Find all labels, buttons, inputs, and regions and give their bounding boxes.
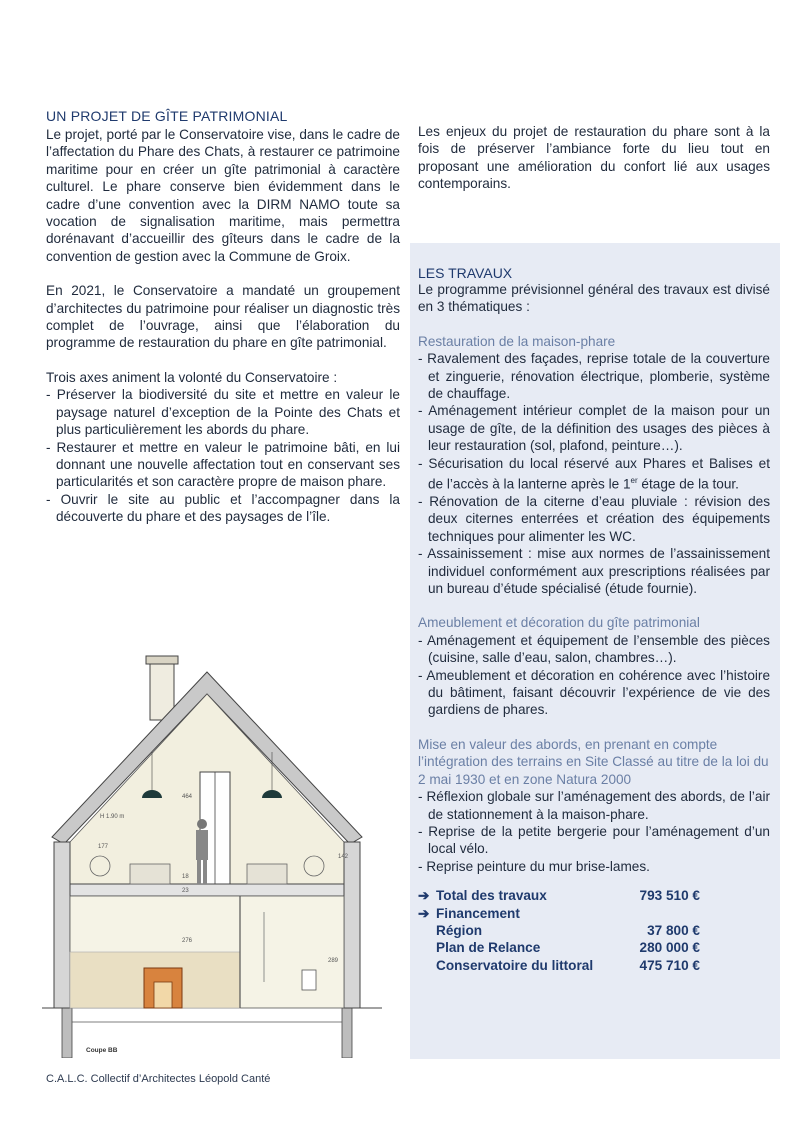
dimension-label: 18 [182, 874, 189, 880]
travaux-title: LES TRAVAUX [418, 265, 513, 281]
paragraph-2: En 2021, le Conservatoire a mandaté un groupement d’architectes du patrimoine pour réaliser un diagnostic très complet de l’ouvrage, ainsi que l’élaboration du programme de restauration du phare en gîte patrimonial. [46, 283, 400, 351]
funding-row [418, 922, 700, 939]
list-item: - Ouvrir le site au public et l’accompagner dans la découverte du phare et des paysages de l’île. [46, 491, 400, 526]
funding-label: Plan de Relance [436, 940, 541, 956]
funding-row [418, 957, 700, 974]
arrow-right-icon: ➔ [418, 888, 430, 904]
total-value: 793 510 € [639, 888, 700, 904]
intro-paragraph: Les enjeux du projet de restauration du phare sont à la fois de préserver l’ambiance forte du lieu tout en proposant une amélioration du confort lié aux usages contemporains. [418, 124, 770, 192]
height-label: H 1.90 m [100, 814, 125, 820]
list-item: - Réflexion globale sur l’aménagement des abords, de l’air de stationnement à la maison-phare. [418, 788, 770, 823]
list-item: - Ravalement des façades, reprise totale de la couverture et zinguerie, rénovation électrique, plomberie, système de chauffage. [418, 350, 770, 402]
funding-value: 37 800 € [647, 922, 700, 938]
list-item: - Rénovation de la citerne d’eau pluviale : révision des deux citernes enterrées et création des équipements techniques pour alimenter les WC. [418, 493, 770, 545]
budget-summary [418, 887, 770, 974]
axes-list [46, 386, 400, 525]
financement-label: Financement [436, 905, 520, 921]
dimension-label: 23 [182, 888, 189, 894]
arrow-right-icon: ➔ [418, 905, 430, 921]
dimension-label: 177 [98, 844, 109, 850]
list-item: - Reprise peinture du mur brise-lames. [418, 858, 770, 875]
list-item: - Reprise de la petite bergerie pour l’aménagement d’un local vélo. [418, 823, 770, 858]
paragraph-1: Le projet, porté par le Conservatoire vise, dans le cadre de l’affectation du Phare des Chats, à restaurer ce patrimoine maritime pour en créer un gîte patrimonial à caractère culturel. Le phare conserve bien évidemment dans le cadre d’une convention avec la DIRM NAMO toute sa vocation de signalisation maritime, mais permettra dorénavant d’accueillir des gîteurs dans le cadre de la convention de gestion avec la Commune de Groix. [46, 127, 400, 264]
list-item: - Préserver la biodiversité du site et mettre en valeur le paysage naturel d’exception de la Pointe des Chats et plus particulièrement les abords du phare. [46, 386, 400, 438]
funding-value: 475 710 € [639, 957, 700, 973]
list-item: - Ameublement et décoration en cohérence avec l’histoire du bâtiment, faisant découvrir l’expérience de vie des gardiens de phares. [418, 667, 770, 719]
dimension-label: 142 [338, 854, 349, 860]
section3-list [418, 788, 770, 875]
funding-value: 280 000 € [639, 940, 700, 956]
section2-title: Ameublement et décoration du gîte patrimonial [418, 615, 700, 631]
right-intro [418, 123, 770, 193]
left-column [46, 108, 400, 526]
paragraph-3: Trois axes animent la volonté du Conservatoire : [46, 369, 338, 385]
travaux-intro: Le programme prévisionnel général des travaux est divisé en 3 thématiques : [418, 282, 770, 315]
financement-row [418, 905, 700, 922]
drawing-caption: Coupe BB [86, 1047, 118, 1054]
photo-credit: C.A.L.C. Collectif d’Architectes Léopold Canté [46, 1073, 271, 1085]
section-drawing [42, 652, 382, 1058]
travaux-panel [410, 243, 780, 1059]
section1-title: Restauration de la maison-phare [418, 333, 616, 349]
dimension-label: 276 [182, 938, 193, 944]
funding-label: Conservatoire du littoral [436, 957, 594, 973]
list-item: - Sécurisation du local réservé aux Phares et Balises et de l’accès à la lanterne après le 1er étage de la tour. [418, 455, 770, 493]
total-row [418, 887, 700, 904]
list-item: - Aménagement intérieur complet de la maison pour un usage de gîte, de la définition des usages des pièces à leur restauration (sol, plafond, peinture…). [418, 402, 770, 454]
funding-label: Région [436, 922, 483, 938]
dimension-label: 464 [182, 794, 193, 800]
section1-list [418, 350, 770, 597]
total-label: Total des travaux [436, 888, 547, 904]
section2-list [418, 632, 770, 719]
list-item: - Restaurer et mettre en valeur le patrimoine bâti, en lui donnant une nouvelle affectation tout en conservant ses particularités et son caractère propre de maison phare. [46, 439, 400, 491]
dimension-label: 289 [328, 958, 339, 964]
list-item: - Assainissement : mise aux normes de l’assainissement individuel conformément aux prescriptions réalisées par un bureau d’étude spécialisé (étude fournie). [418, 545, 770, 597]
section3-title: Mise en valeur des abords, en prenant en compte l’intégration des terrains en Site Classé au titre de la loi du 2 mai 1930 et en zone Natura 2000 [418, 736, 769, 787]
list-item: - Aménagement et équipement de l’ensemble des pièces (cuisine, salle d’eau, salon, chambres…). [418, 632, 770, 667]
section-title: UN PROJET DE GÎTE PATRIMONIAL [46, 108, 288, 124]
funding-row [418, 939, 700, 956]
